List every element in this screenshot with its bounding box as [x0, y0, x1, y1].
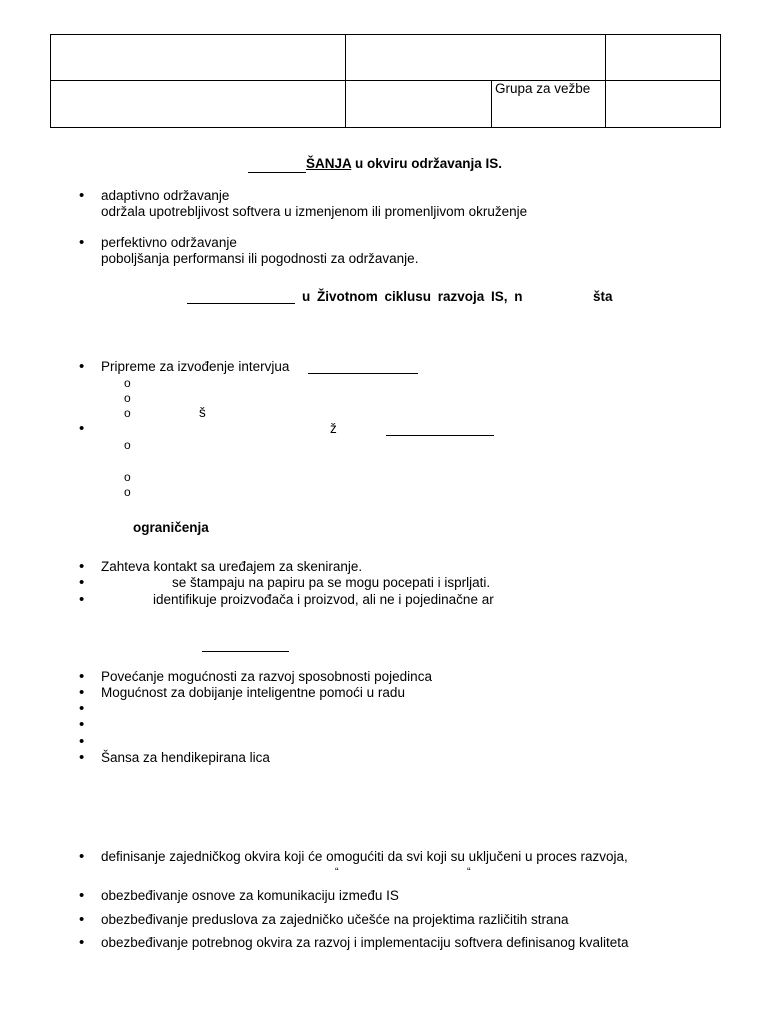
list-item: • adaptivno održavanje: [101, 188, 229, 204]
fill-in-blank: [308, 373, 418, 374]
header-cell: [51, 81, 346, 128]
grupa-label: Grupa za vežbe: [495, 81, 591, 96]
list-item: • Šansa za hendikepirana lica: [101, 750, 270, 766]
section2-heading: u Životnom ciklusu razvoja IS, n: [302, 289, 523, 304]
section4-heading: ograničenja: [133, 520, 209, 535]
heading-underlined: ŠANJA: [306, 156, 352, 171]
list-item: • Povećanje mogućnosti za razvoj sposobnosti pojedinca: [101, 669, 432, 685]
header-cell: [51, 35, 346, 81]
header-cell: [346, 81, 492, 128]
header-table: [50, 34, 721, 128]
header-cell: [606, 35, 721, 81]
quote-open: “: [335, 866, 339, 878]
list-item-text: se štampaju na papiru pa se mogu pocepati i isprljati.: [172, 575, 491, 590]
fill-in-blank: [248, 172, 306, 173]
header-cell-grupa: [492, 81, 606, 128]
header-cell: [606, 81, 721, 128]
list-item: • Pripreme za izvođenje intervjua: [101, 359, 289, 375]
list-item: • Zahteva kontakt sa uređajem za skeniranje.: [101, 559, 362, 575]
list-item-text: poboljšanja performansi ili pogodnosti za održavanje.: [101, 251, 419, 266]
list-item: • Mogućnost za dobijanje inteligentne pomoći u radu: [101, 685, 405, 701]
list-item: • obezbeđivanje osnove za komunikaciju između IS: [101, 888, 399, 904]
fill-in-blank: [202, 651, 289, 652]
list-item: • perfektivno održavanje: [101, 235, 237, 251]
header-cell: [346, 35, 606, 81]
list-item-text: ž: [330, 421, 337, 436]
fill-in-blank: [386, 435, 494, 436]
sub-bullet-text: š: [199, 405, 206, 420]
list-item: [101, 701, 106, 717]
list-item: [101, 734, 106, 750]
section2-heading-end: šta: [593, 289, 613, 304]
list-item: • definisanje zajedničkog okvira koji će omogućiti da svi koji su uključeni u proces razvoja,: [101, 849, 628, 865]
list-item: • obezbeđivanje preduslova za zajedničko učešće na projektima različitih strana: [101, 912, 569, 928]
list-item: [101, 717, 106, 733]
list-item-text: održala upotrebljivost softvera u izmenjenom ili promenljivom okruženje: [101, 204, 528, 219]
fill-in-blank: [187, 303, 295, 304]
quote-close: “: [467, 866, 471, 878]
list-item: • obezbeđivanje potrebnog okvira za razvoj i implementaciju softvera definisanog kvaliteta: [101, 935, 629, 951]
list-item-text: identifikuje proizvođača i proizvod, ali ne i pojedinačne ar: [153, 592, 494, 607]
heading-rest: u okviru održavanja IS.: [351, 156, 503, 171]
section1-heading: [306, 156, 502, 172]
